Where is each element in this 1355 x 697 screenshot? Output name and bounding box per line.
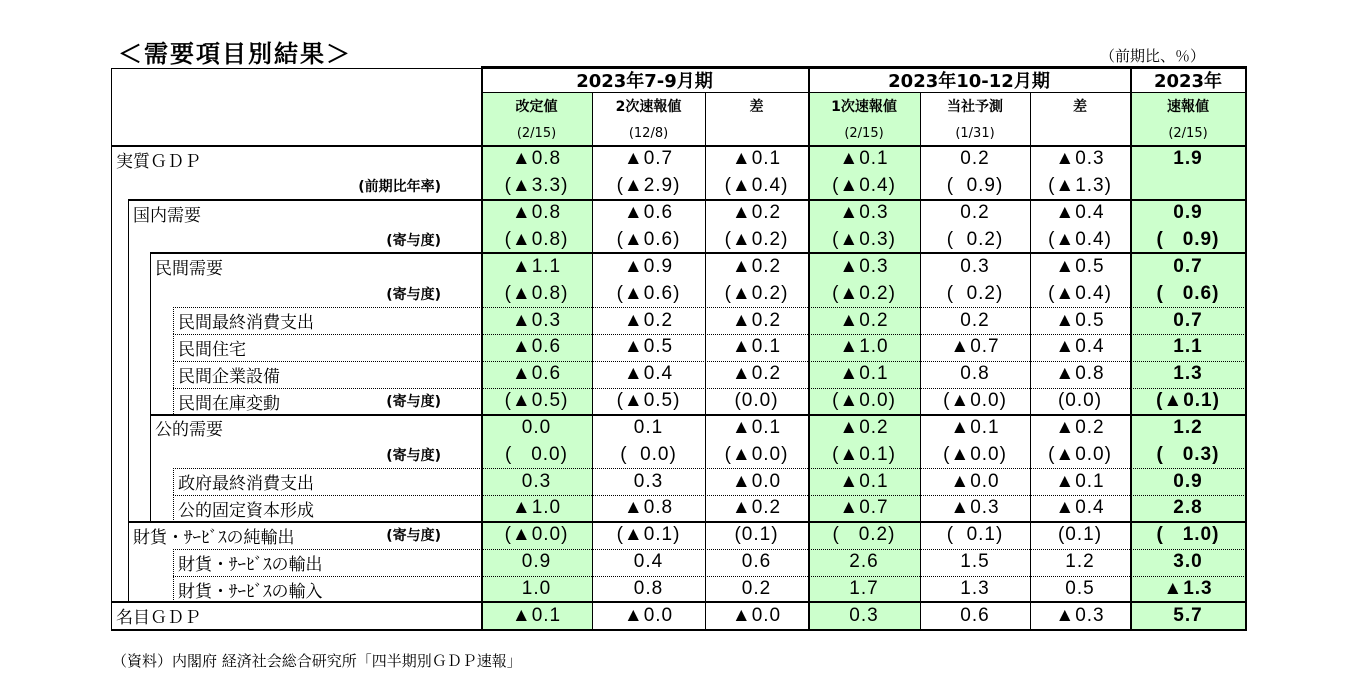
table-cell: ▲0.1 — [808, 361, 920, 388]
table-cell: 3.0 — [1130, 549, 1246, 576]
table-rule — [111, 601, 1246, 603]
table-cell: 0.8 — [633, 578, 664, 600]
table-rule — [128, 200, 129, 603]
row-divider — [173, 468, 1246, 469]
table-cell: 2.6 — [808, 549, 920, 576]
row-label-text: 民間在庫変動 — [178, 393, 280, 414]
row-label-text: (寄与度) — [386, 286, 441, 303]
column-header: 差 — [749, 99, 764, 115]
table-cell: (0.1) — [1057, 524, 1103, 546]
table-cell: ( 0.9) — [946, 175, 1004, 197]
table-rule — [111, 68, 481, 69]
table-cell: ▲0.3 — [1055, 148, 1105, 170]
column-header: 当社予測 — [947, 99, 1003, 115]
table-cell: 0.5 — [1065, 578, 1095, 600]
table-cell: ▲0.7 — [623, 148, 674, 170]
table-cell: ▲0.1 — [481, 602, 592, 629]
row-label-text: 財貨・ｻｰﾋﾞｽの輸入 — [178, 581, 323, 602]
table-cell: ▲0.1 — [808, 468, 920, 495]
table-cell: (▲2.9) — [616, 175, 681, 197]
row-divider — [173, 495, 1246, 496]
table-cell: ▲0.0 — [950, 470, 1000, 492]
table-cell: 1.2 — [1130, 415, 1246, 442]
table-cell: 0.2 — [960, 202, 990, 224]
table-cell: ▲0.1 — [1055, 470, 1105, 492]
column-header: 2次速報値 — [615, 99, 682, 115]
column-date: (2/15) — [481, 120, 592, 146]
table-cell: (0.0) — [1057, 390, 1103, 412]
table-rule — [1130, 66, 1132, 630]
row-label-text: 財貨・ｻｰﾋﾞｽの純輸出 — [133, 527, 295, 548]
table-cell: 0.6 — [741, 551, 772, 573]
column-date: (12/8) — [628, 125, 669, 141]
table-cell: (0.1) — [734, 524, 779, 546]
table-cell: 2.8 — [1130, 495, 1246, 522]
table-cell: 0.3 — [633, 470, 664, 492]
row-label — [128, 227, 481, 254]
row-divider — [173, 307, 174, 334]
table-cell: ▲0.5 — [623, 336, 674, 358]
table-cell: 0.9 — [481, 549, 592, 576]
table-cell: (▲0.8) — [481, 227, 592, 254]
column-date: (1/31) — [955, 125, 995, 141]
row-divider — [173, 361, 1246, 362]
table-cell: ▲0.4 — [1055, 497, 1105, 519]
column-date: (2/15) — [808, 120, 920, 146]
table-cell: ▲0.1 — [950, 416, 1000, 438]
table-cell: (▲0.6) — [616, 282, 681, 304]
table-cell: 0.1 — [633, 416, 664, 438]
table-cell: ▲0.3 — [808, 253, 920, 280]
row-label — [111, 146, 481, 173]
table-cell: (▲0.2) — [724, 282, 789, 304]
row-label-text: (前期比年率) — [358, 179, 441, 196]
table-cell: 0.2 — [741, 578, 772, 600]
row-sublabel: (寄与度) — [386, 528, 441, 545]
row-label-text: 名目ＧＤＰ — [116, 608, 201, 629]
row-label — [111, 173, 481, 200]
table-cell: (▲0.1) — [1130, 388, 1246, 415]
row-label — [173, 388, 481, 415]
column-date: (2/15) — [1130, 120, 1246, 146]
table-rule — [111, 145, 1247, 147]
table-cell: ( 0.0) — [620, 443, 677, 465]
table-cell: 0.9 — [1130, 200, 1246, 227]
row-divider — [173, 576, 174, 603]
table-cell: 0.3 — [808, 602, 920, 629]
row-label — [150, 441, 481, 468]
table-cell: ▲0.4 — [1055, 202, 1105, 224]
table-cell: (▲0.2) — [808, 280, 920, 307]
table-cell: ▲0.1 — [731, 148, 782, 170]
table-cell: ▲0.8 — [1055, 363, 1105, 385]
table-cell: ▲1.3 — [1130, 576, 1246, 603]
table-cell: ▲0.2 — [731, 497, 782, 519]
table-cell: ▲0.2 — [1055, 416, 1105, 438]
row-label — [173, 334, 481, 361]
row-label-text: (寄与度) — [386, 232, 441, 249]
row-label-text: 民間企業設備 — [178, 366, 280, 387]
table-rule — [808, 66, 810, 630]
table-cell: (▲0.4) — [1048, 228, 1112, 250]
table-cell: ( 0.2) — [946, 228, 1004, 250]
table-cell: (▲3.3) — [481, 173, 592, 200]
row-label-text: 公的固定資本形成 — [178, 500, 314, 521]
table-cell: ( 0.6) — [1130, 280, 1246, 307]
row-label — [150, 253, 481, 280]
table-cell: (▲0.0) — [943, 443, 1007, 465]
source-note: （資料）内閣府 経済社会総合研究所「四半期別ＧＤＰ速報」 — [112, 652, 522, 670]
table-cell: (▲0.5) — [616, 390, 681, 412]
row-label-text: 民間住宅 — [178, 339, 246, 360]
table-cell: ▲0.5 — [1055, 309, 1105, 331]
table-rule — [111, 68, 112, 630]
table-cell: 0.2 — [960, 309, 990, 331]
table-cell: ▲0.0 — [731, 470, 782, 492]
table-cell: (▲0.0) — [724, 443, 789, 465]
table-cell: ▲0.2 — [808, 307, 920, 334]
row-label — [128, 200, 481, 227]
table-cell: 0.3 — [481, 468, 592, 495]
table-cell: (0.0) — [734, 390, 779, 412]
table-cell: ▲0.2 — [623, 309, 674, 331]
table-rule — [592, 92, 593, 630]
table-cell: ▲0.9 — [623, 255, 674, 277]
row-label — [173, 361, 481, 388]
row-label-text: 財貨・ｻｰﾋﾞｽの輸出 — [178, 554, 323, 575]
table-cell: ( 1.0) — [1130, 522, 1246, 549]
table-cell: ▲0.7 — [950, 336, 1000, 358]
table-rule — [150, 253, 151, 522]
table-rule — [1245, 66, 1247, 630]
row-label-text: 政府最終消費支出 — [178, 474, 314, 495]
table-cell: ▲1.1 — [481, 253, 592, 280]
table-cell: ▲0.5 — [1055, 255, 1105, 277]
table-cell: (▲0.3) — [808, 227, 920, 254]
table-rule — [920, 92, 921, 630]
table-cell: (▲0.2) — [724, 228, 789, 250]
column-date — [1030, 120, 1130, 146]
row-divider — [173, 468, 174, 495]
table-cell: ▲1.0 — [481, 495, 592, 522]
table-cell: (▲0.0) — [481, 522, 592, 549]
row-label — [128, 522, 481, 549]
table-rule — [128, 199, 1246, 201]
row-divider — [173, 307, 1246, 308]
table-cell: 0.7 — [1130, 307, 1246, 334]
row-divider — [173, 334, 174, 361]
table-cell: 1.3 — [960, 578, 990, 600]
table-cell: ▲0.6 — [481, 361, 592, 388]
table-cell: ( 0.2) — [946, 282, 1004, 304]
table-cell: (▲0.5) — [481, 388, 592, 415]
row-label — [150, 280, 481, 307]
table-cell: ▲0.6 — [481, 334, 592, 361]
table-cell: (▲0.1) — [808, 441, 920, 468]
table-cell: 0.7 — [1130, 253, 1246, 280]
row-label — [173, 576, 481, 603]
row-divider — [173, 334, 1246, 335]
header-group: 2023年10-12月期 — [888, 71, 1050, 92]
header-group: 2023年7-9月期 — [576, 71, 713, 92]
table-cell: (▲0.0) — [808, 388, 920, 415]
table-cell: ▲0.2 — [731, 202, 782, 224]
row-label-text: 公的需要 — [155, 420, 223, 441]
table-cell: ( 0.9) — [1130, 227, 1246, 254]
table-cell: ▲0.0 — [731, 604, 782, 626]
table-cell: ▲0.8 — [623, 497, 674, 519]
table-cell: 0.8 — [960, 363, 990, 385]
table-cell: 0.2 — [960, 148, 990, 170]
row-label-text: 実質ＧＤＰ — [116, 151, 201, 172]
row-divider — [173, 549, 1246, 550]
table-cell — [1130, 173, 1246, 200]
table-cell: ( 0.0) — [481, 441, 592, 468]
table-rule — [111, 629, 1247, 631]
table-cell: ( 0.1) — [946, 524, 1004, 546]
row-divider — [173, 361, 174, 388]
table-cell: ( 0.2) — [808, 522, 920, 549]
table-cell: ▲0.3 — [808, 200, 920, 227]
table-cell: ▲0.1 — [731, 416, 782, 438]
table-cell: ▲0.8 — [481, 146, 592, 173]
row-label-text: 民間需要 — [155, 259, 223, 280]
table-cell: 1.3 — [1130, 361, 1246, 388]
table-cell: (▲0.0) — [1048, 443, 1112, 465]
row-label — [111, 602, 481, 629]
column-header: 改定値 — [481, 92, 592, 120]
table-cell: 1.1 — [1130, 334, 1246, 361]
row-divider — [173, 388, 174, 415]
table-cell: ▲0.2 — [808, 415, 920, 442]
table-cell: ▲1.0 — [808, 334, 920, 361]
row-divider — [173, 495, 174, 522]
table-rule — [150, 414, 1246, 416]
column-header: 1次速報値 — [808, 92, 920, 120]
table-cell: (▲0.0) — [943, 390, 1007, 412]
table-cell: 0.4 — [633, 551, 664, 573]
row-label-text: (寄与度) — [386, 447, 441, 464]
table-cell: ▲0.1 — [808, 146, 920, 173]
header-group: 2023年 — [1153, 71, 1223, 92]
table-cell: 5.7 — [1130, 602, 1246, 629]
table-cell: 1.9 — [1130, 146, 1246, 173]
row-label — [173, 549, 481, 576]
column-header: 速報値 — [1130, 92, 1246, 120]
table-cell: 1.7 — [808, 576, 920, 603]
table-cell: ▲0.3 — [481, 307, 592, 334]
table-cell: ▲0.8 — [481, 200, 592, 227]
table-rule — [150, 252, 1246, 254]
table-rule — [1030, 92, 1031, 630]
table-cell: (▲0.1) — [616, 524, 681, 546]
row-label-text: 国内需要 — [133, 205, 201, 226]
unit-note: （前期比、％） — [1100, 47, 1206, 65]
table-cell: ▲0.3 — [950, 497, 1000, 519]
table-rule — [481, 92, 1247, 93]
row-divider — [173, 388, 1246, 389]
table-cell: 0.9 — [1130, 468, 1246, 495]
table-rule — [481, 66, 483, 630]
table-cell: ▲0.3 — [1055, 604, 1105, 626]
table-cell: (▲0.4) — [808, 173, 920, 200]
table-cell: ▲0.7 — [808, 495, 920, 522]
table-cell: (▲0.6) — [616, 228, 681, 250]
table-cell: (▲1.3) — [1048, 175, 1112, 197]
row-label — [173, 495, 481, 522]
table-cell: ▲0.0 — [623, 604, 674, 626]
table-rule — [705, 92, 706, 630]
row-label — [173, 468, 481, 495]
table-cell: ▲0.2 — [731, 309, 782, 331]
column-header: 差 — [1073, 99, 1087, 115]
column-date — [705, 120, 808, 146]
table-cell: ▲0.2 — [731, 255, 782, 277]
row-divider — [173, 549, 174, 576]
table-cell: (▲0.4) — [724, 175, 789, 197]
table-cell: (▲0.8) — [481, 280, 592, 307]
table-cell: ▲0.2 — [731, 363, 782, 385]
table-rule — [128, 521, 1246, 523]
table-cell: 0.3 — [960, 255, 990, 277]
table-cell: 1.2 — [1065, 551, 1095, 573]
table-cell: ( 0.3) — [1130, 441, 1246, 468]
table-cell: ▲0.1 — [731, 336, 782, 358]
table-rule — [481, 66, 1247, 69]
table-cell: ▲0.6 — [623, 202, 674, 224]
row-label — [173, 307, 481, 334]
row-label — [150, 415, 481, 442]
table-cell: 0.0 — [481, 415, 592, 442]
table-cell: 1.0 — [481, 576, 592, 603]
table-cell: ▲0.4 — [623, 363, 674, 385]
table-cell: 0.6 — [960, 604, 990, 626]
table-cell: (▲0.4) — [1048, 282, 1112, 304]
table-cell: ▲0.4 — [1055, 336, 1105, 358]
page-title: ＜需要項目別結果＞ — [118, 40, 352, 68]
table-cell: 1.5 — [960, 551, 990, 573]
row-label-text: 民間最終消費支出 — [178, 313, 314, 334]
row-divider — [173, 576, 1246, 577]
row-sublabel: (寄与度) — [386, 394, 441, 411]
